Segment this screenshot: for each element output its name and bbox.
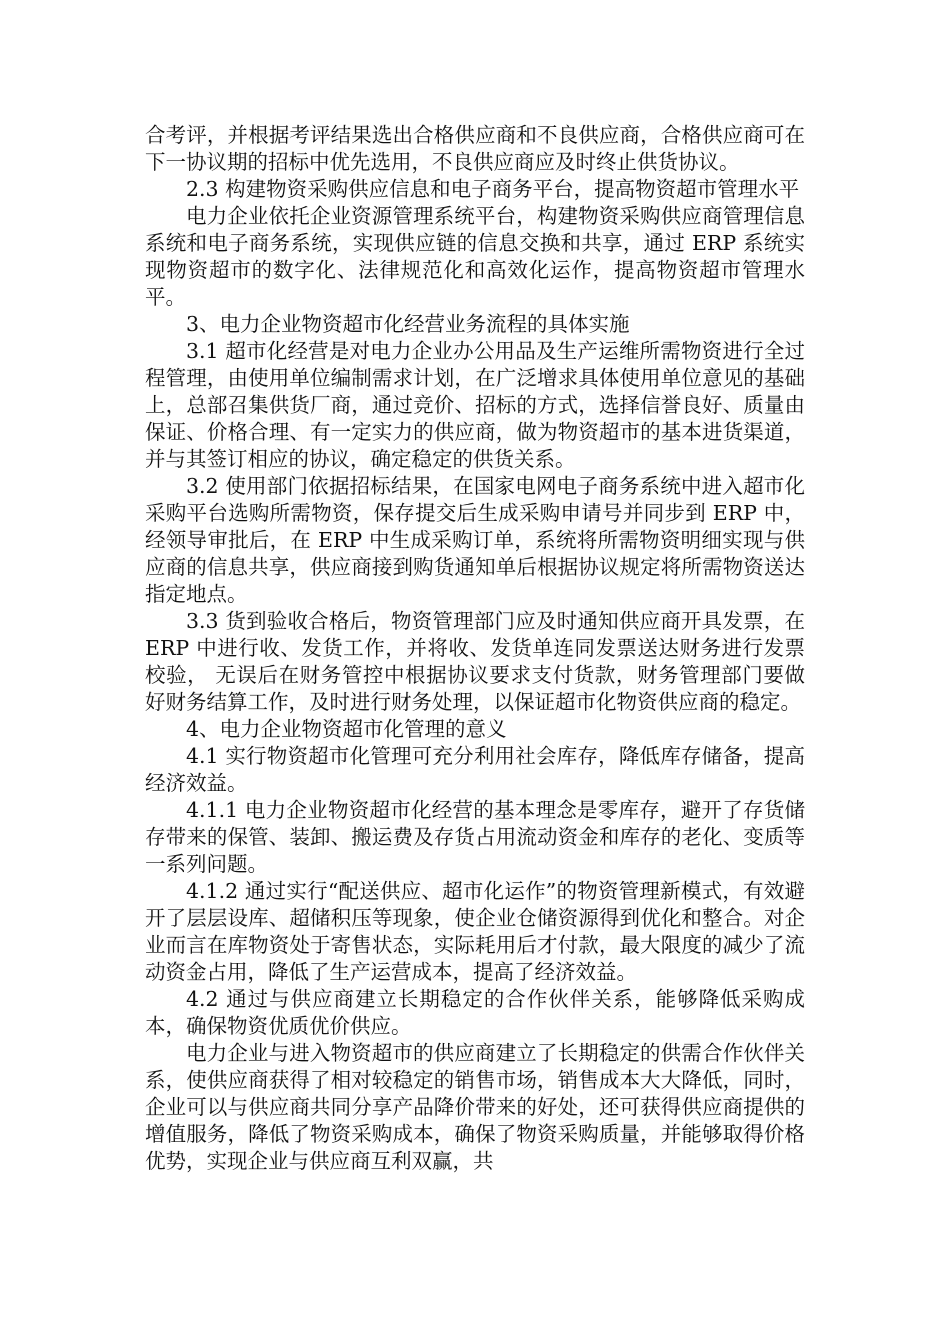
- paragraph-4-1-2: 4.1.2 通过实行“配送供应、超市化运作”的物资管理新模式，有效避开了层层设库、超储积压等现象，使企业仓储资源得到优化和整合。对企业而言在库物资处于寄售状态，实际耗用后才付款，最大限度的减少了流动资金占用，降低了生产运营成本，提高了经济效益。: [145, 879, 805, 984]
- paragraph-3-2: 3.2 使用部门依据招标结果，在国家电网电子商务系统中进入超市化采购平台选购所需物资，保存提交后生成采购申请号并同步到 ERP 中，经领导审批后，在 ERP 中生成采购订单，系统将所需物资明细实现与供应商的信息共享，供应商接到购货通知单后根据协议规定将所需物资送达指定地点。: [145, 474, 805, 606]
- paragraph-4-2: 4.2 通过与供应商建立长期稳定的合作伙伴关系，能够降低采购成本，确保物资优质优价供应。: [145, 987, 805, 1038]
- paragraph-4-1-1: 4.1.1 电力企业物资超市化经营的基本理念是零库存，避开了存货储存带来的保管、装卸、搬运费及存货占用流动资金和库存的老化、变质等一系列问题。: [145, 798, 805, 876]
- paragraph-4-1: 4.1 实行物资超市化管理可充分利用社会库存，降低库存储备，提高经济效益。: [145, 744, 805, 795]
- section-heading-4: 4、电力企业物资超市化管理的意义: [186, 717, 507, 741]
- paragraph: 电力企业依托企业资源管理系统平台，构建物资采购供应商管理信息系统和电子商务系统，实现供应链的信息交换和共享，通过 ERP 系统实现物资超市的数字化、法律规范化和高效化运作，提高物资超市管理水平。: [145, 204, 805, 309]
- paragraph: 合考评，并根据考评结果选出合格供应商和不良供应商，合格供应商可在下一协议期的招标中优先选用，不良供应商应及时终止供货协议。: [145, 123, 805, 174]
- paragraph-3-3: 3.3 货到验收合格后，物资管理部门应及时通知供应商开具发票，在 ERP 中进行收、发货工作，并将收、发货单连同发票送达财务进行发票校验， 无误后在财务管控中根据协议要求支付货款，财务管理部门要做好财务结算工作，及时进行财务处理，以保证超市化物资供应商的稳定。: [145, 609, 805, 714]
- paragraph: 电力企业与进入物资超市的供应商建立了长期稳定的供需合作伙伴关系，使供应商获得了相对较稳定的销售市场，销售成本大大降低，同时，企业可以与供应商共同分享产品降价带来的好处，还可获得供应商提供的增值服务，降低了物资采购成本，确保了物资采购质量，并能够取得价格优势，实现企业与供应商互利双赢，共: [145, 1041, 805, 1173]
- paragraph-3-1: 3.1 超市化经营是对电力企业办公用品及生产运维所需物资进行全过程管理，由使用单位编制需求计划，在广泛增求具体使用单位意见的基础上，总部召集供货厂商，通过竞价、招标的方式，选择信誉良好、质量由保证、价格合理、有一定实力的供应商，做为物资超市的基本进货渠道，并与其签订相应的协议，确定稳定的供货关系。: [145, 339, 805, 471]
- document-body: [145, 122, 805, 1175]
- section-heading-2-3: 2.3 构建物资采购供应信息和电子商务平台，提高物资超市管理水平: [186, 177, 800, 201]
- section-heading-3: 3、电力企业物资超市化经营业务流程的具体实施: [186, 312, 630, 336]
